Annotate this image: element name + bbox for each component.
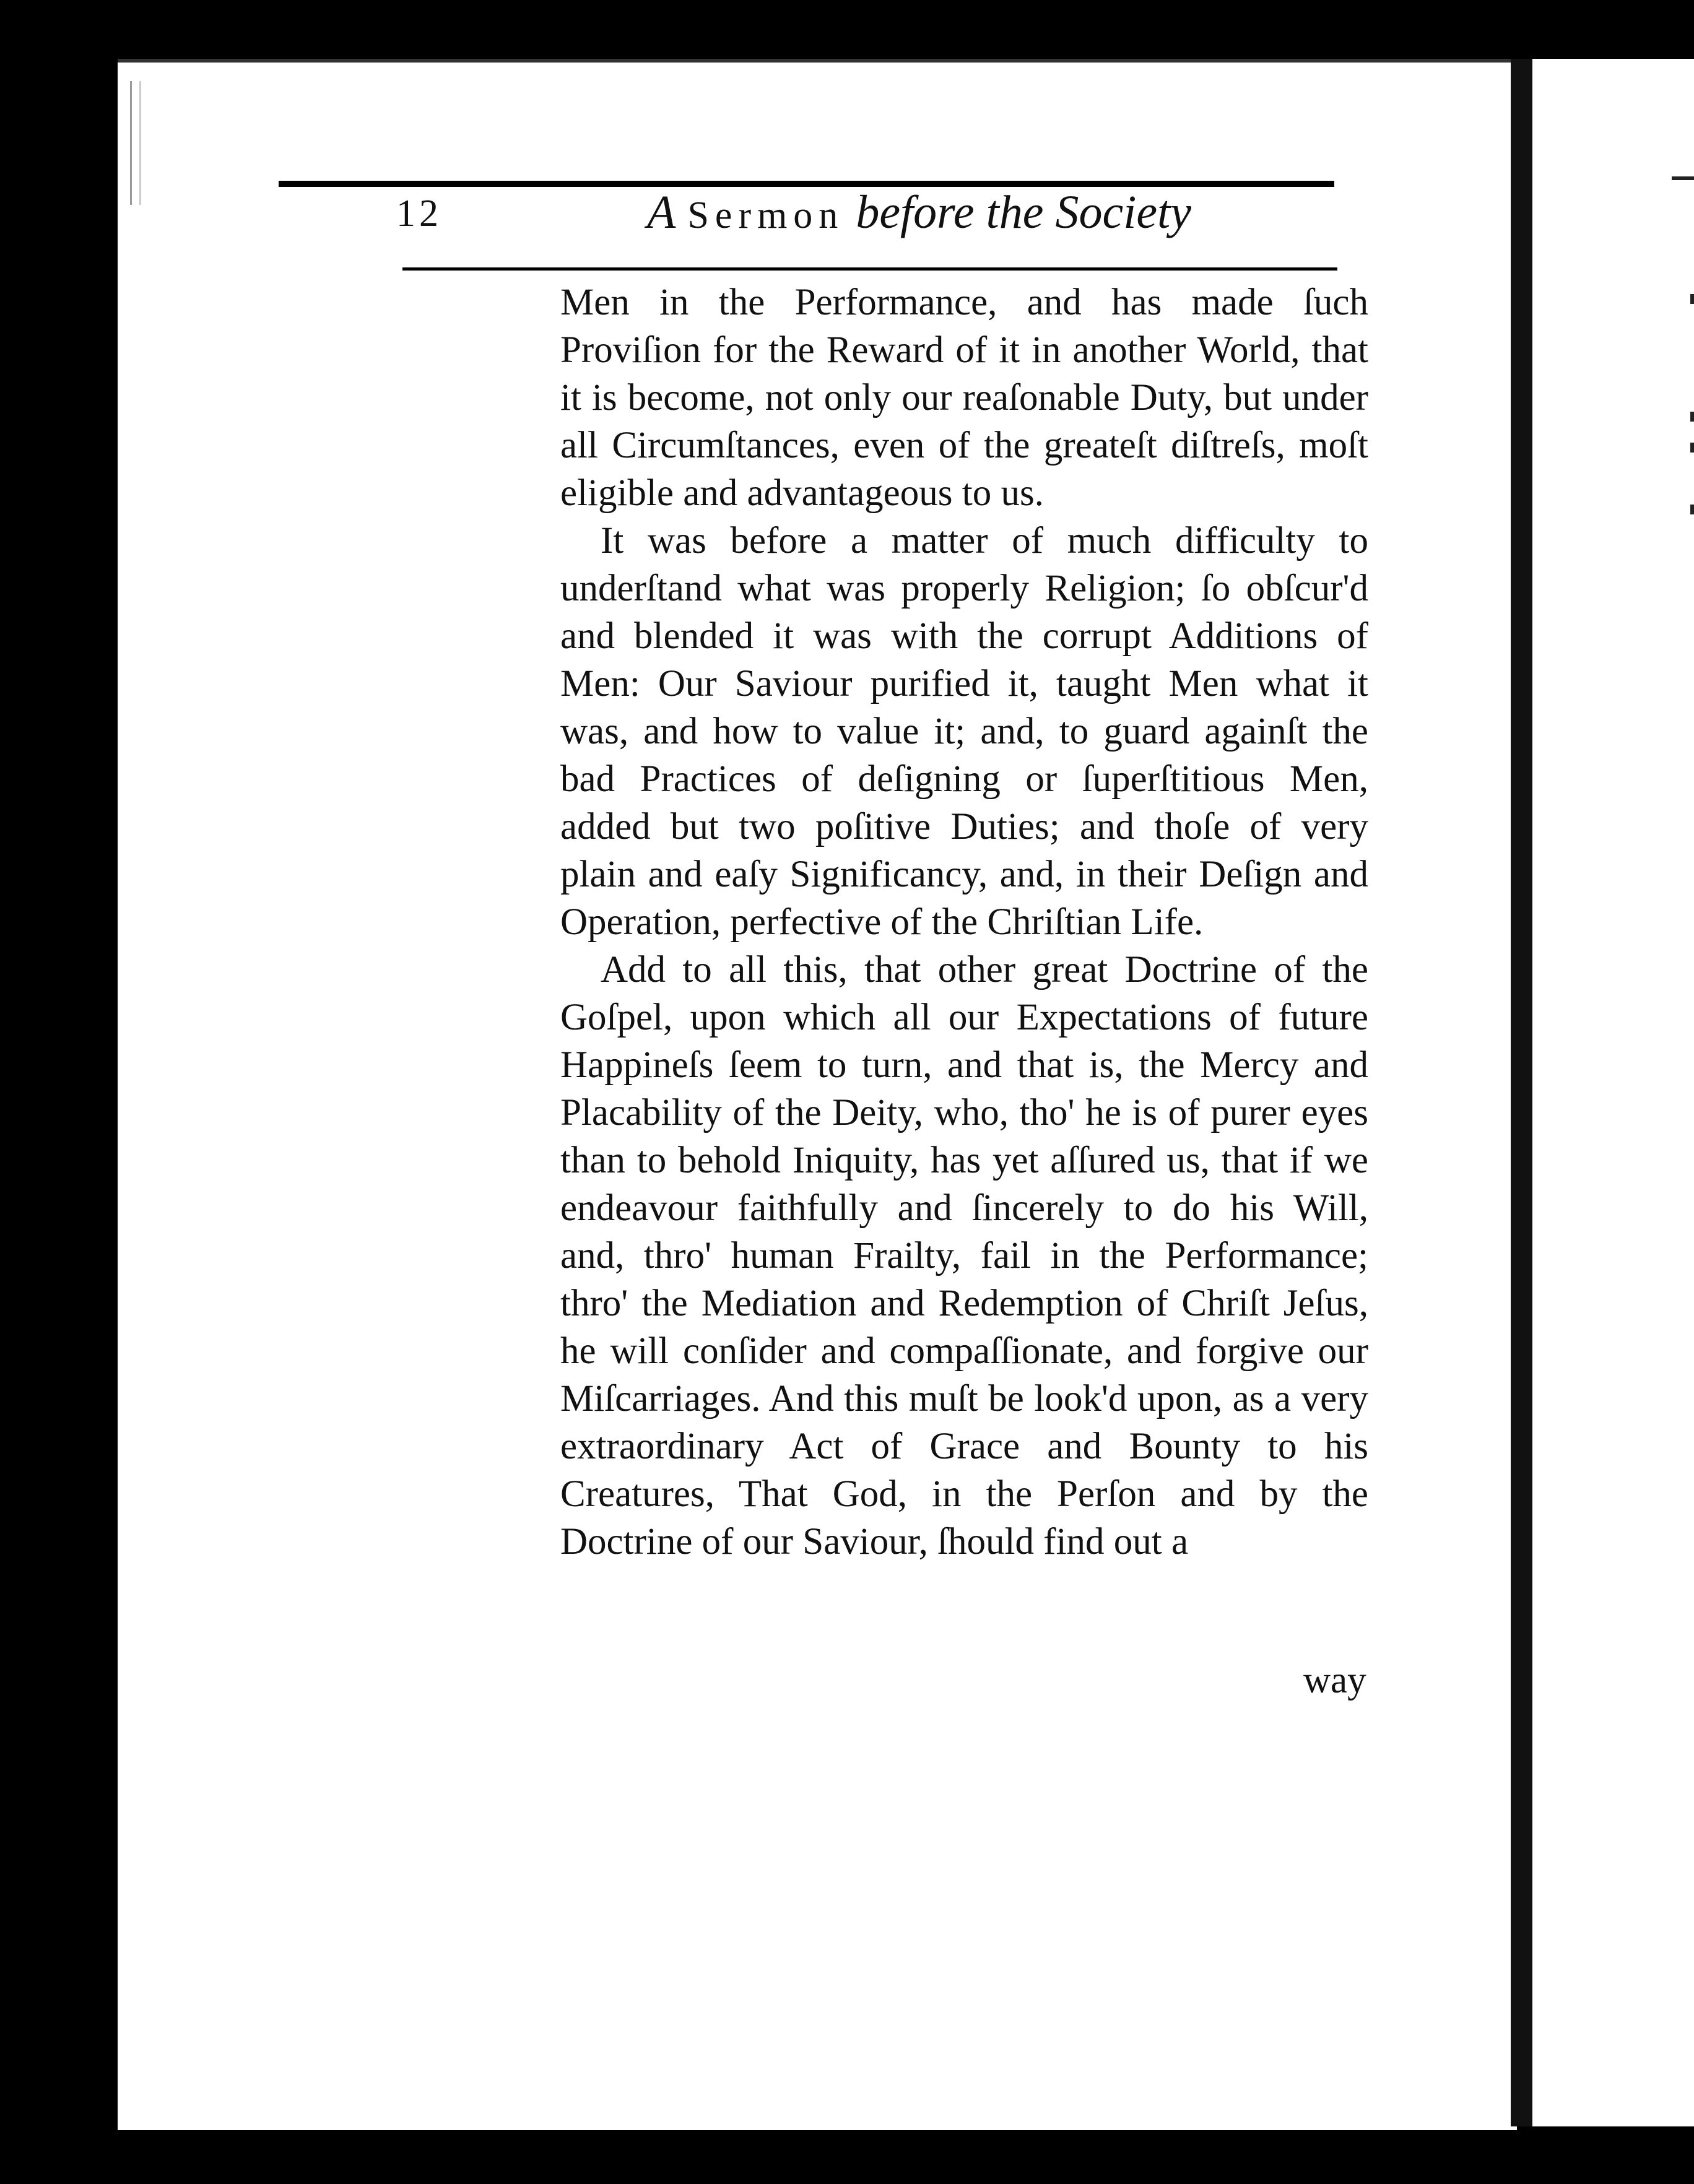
body-text (560, 279, 1368, 1566)
page-number: 12 (396, 193, 442, 235)
catchword: way (1303, 1660, 1366, 1701)
page-gutter (1511, 59, 1535, 2126)
paragraph-1: Men in the Performance, and has made ſuch Proviſion for the Reward of it in another World, that it is become, not only our reaſonable Duty, but under all Circumſtances, even of the greateſt diſtreſs, moſt eligible and advantageous to us. (560, 282, 1368, 514)
running-head-article: A (647, 186, 676, 238)
running-head-sermon: Sermon (687, 194, 845, 236)
paragraph-3: Add to all this, that other great Doctrine of the Goſpel, upon which all our Expectations of future Happineſs ſeem to turn, and that is, the Mercy and Placability of the Deity, who, tho' he is of purer eyes than to behold Iniquity, has yet aſſured us, that if we endeavour faithfully and ſincerely to do his Will, and, thro' human Frailty, fail in the Performance; thro' the Mediation and Redemption of Chriſt Jeſus, he will conſider and compaſſionate, and forgive our Miſcarriages. And this muſt be look'd upon, as a very extraordinary Act of Grace and Bounty to his Creatures, That God, in the Perſon and by the Doctrine of our Saviour, ſhould find out a (560, 949, 1368, 1562)
running-header (396, 186, 1337, 266)
page-edge-decoration (130, 81, 141, 205)
header-rule-bottom (402, 267, 1337, 271)
facing-page-edge (1532, 59, 1694, 2126)
running-head-rest: before the Society (856, 186, 1191, 238)
paragraph-2: It was before a matter of much difficulty to underſtand what was properly Religion; ſo obſcur'd and blended it was with the corrupt Additions of Men: Our Saviour purified it, taught Men what it was, and how to value it; and, to guard againſt the bad Practices of deſigning or ſuperſtitious Men, added but two poſitive Duties; and thoſe of very plain and eaſy Significancy, and, in their Deſign and Operation, perfective of the Chriſtian Life. (560, 520, 1368, 943)
running-head (647, 186, 1191, 240)
